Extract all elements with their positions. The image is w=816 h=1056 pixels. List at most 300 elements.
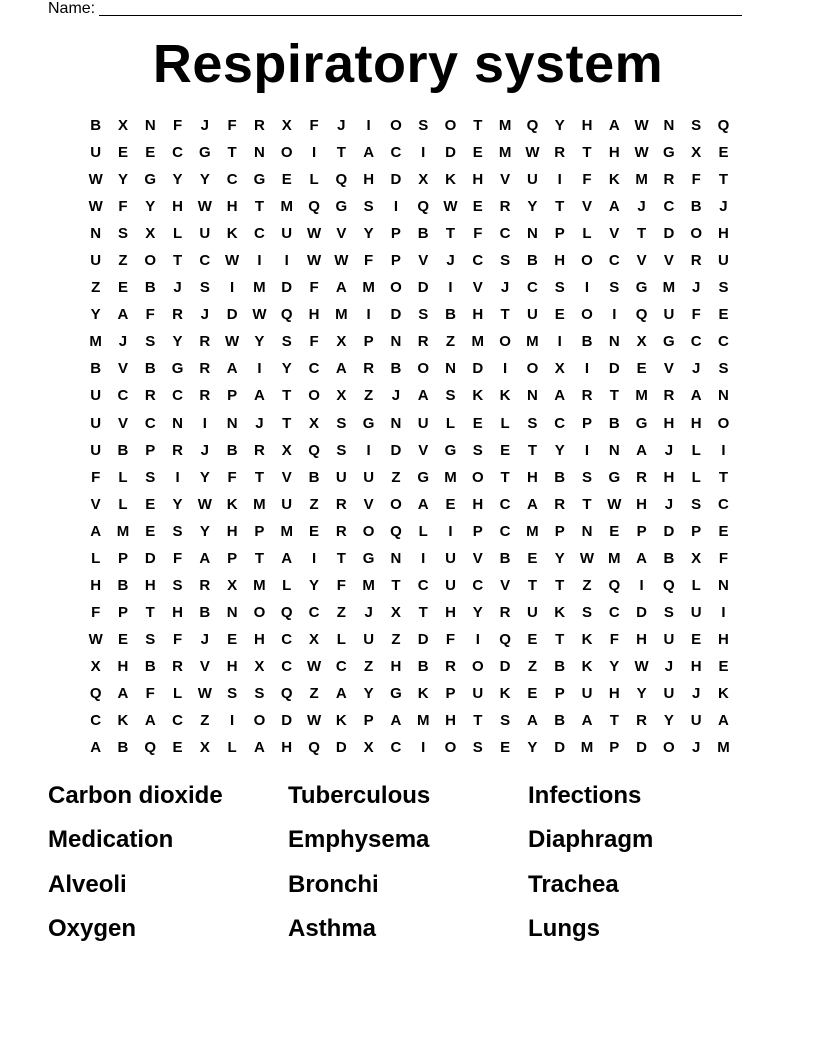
grid-letter: H <box>226 522 238 540</box>
grid-letter: X <box>309 414 320 432</box>
grid-letter: B <box>308 468 320 486</box>
grid-letter: T <box>555 198 565 216</box>
word-list-item: Emphysema <box>288 826 430 854</box>
grid-letter: Y <box>554 549 565 567</box>
grid-letter: T <box>336 144 346 162</box>
grid-letter: O <box>390 117 402 134</box>
grid-letter: B <box>199 603 211 621</box>
grid-letter: C <box>690 333 702 351</box>
grid-letter: P <box>636 522 647 540</box>
grid-letter: W <box>607 495 622 513</box>
grid-letter: J <box>692 739 701 757</box>
grid-letter: R <box>172 441 183 459</box>
grid-letter: P <box>609 739 620 757</box>
grid-letter: W <box>197 198 212 216</box>
grid-letter: J <box>692 684 701 702</box>
grid-letter: T <box>718 468 729 486</box>
grid-letter: V <box>472 279 483 297</box>
grid-letter: Z <box>118 252 128 270</box>
grid-letter: X <box>418 171 429 189</box>
grid-letter: Y <box>609 657 620 675</box>
grid-letter: N <box>390 549 402 567</box>
grid-letter: U <box>663 630 675 648</box>
grid-letter: U <box>90 441 102 459</box>
grid-letter: X <box>254 657 265 675</box>
grid-letter: H <box>172 198 183 216</box>
grid-letter: T <box>473 117 483 134</box>
grid-letter: K <box>499 684 511 702</box>
grid-letter: F <box>582 171 592 189</box>
grid-letter: Z <box>309 495 319 513</box>
grid-letter: C <box>172 712 183 730</box>
grid-letter: S <box>718 360 729 378</box>
grid-letter: K <box>581 657 593 675</box>
grid-letter: F <box>309 279 319 297</box>
grid-letter: U <box>90 414 102 432</box>
grid-letter: S <box>117 225 128 243</box>
grid-letter: B <box>144 360 156 378</box>
grid-letter: M <box>362 576 375 594</box>
grid-letter: W <box>579 549 595 567</box>
word-list-item: Carbon dioxide <box>48 782 223 809</box>
grid-letter: U <box>335 468 347 486</box>
grid-letter: N <box>581 522 593 540</box>
grid-letter: S <box>363 198 374 216</box>
grid-letter: P <box>363 333 374 351</box>
grid-letter: G <box>253 171 266 189</box>
grid-letter: A <box>636 549 647 567</box>
grid-letter: L <box>282 576 292 594</box>
grid-letter: O <box>280 144 293 162</box>
grid-letter: T <box>637 225 647 243</box>
grid-letter: Q <box>308 441 320 459</box>
grid-letter: T <box>527 441 537 459</box>
grid-letter: V <box>117 414 128 432</box>
grid-letter: T <box>172 252 183 270</box>
grid-letter: B <box>417 657 429 675</box>
grid-letter: T <box>500 468 510 486</box>
grid-letter: Y <box>281 360 292 378</box>
grid-letter: W <box>306 225 322 243</box>
grid-letter: D <box>663 225 675 243</box>
grid-letter: P <box>145 441 156 459</box>
grid-letter: S <box>145 630 156 648</box>
grid-letter: P <box>581 414 592 432</box>
grid-letter: C <box>281 630 293 648</box>
grid-letter: J <box>255 414 264 432</box>
grid-letter: J <box>500 279 510 297</box>
grid-letter: T <box>555 576 565 594</box>
grid-letter: D <box>390 171 402 189</box>
grid-letter: S <box>145 333 156 351</box>
grid-letter: Q <box>608 576 621 594</box>
grid-letter: K <box>117 712 129 730</box>
grid-letter: E <box>145 495 156 513</box>
grid-letter: D <box>390 441 402 459</box>
grid-letter: F <box>145 684 155 702</box>
grid-letter: I <box>584 441 590 459</box>
grid-letter: S <box>527 414 538 432</box>
grid-letter: U <box>90 387 102 405</box>
grid-letter: U <box>281 225 293 243</box>
grid-letter: Q <box>308 198 320 216</box>
grid-letter: H <box>445 712 456 730</box>
grid-letter: H <box>636 495 647 513</box>
grid-letter: E <box>145 144 156 162</box>
grid-letter: W <box>443 198 458 216</box>
grid-letter: T <box>254 468 265 486</box>
grid-letter: R <box>417 333 429 351</box>
grid-letter: C <box>663 198 675 216</box>
grid-letter: J <box>692 360 701 378</box>
grid-letter: V <box>199 657 210 675</box>
grid-letter: O <box>417 360 430 378</box>
grid-letter: P <box>254 522 265 540</box>
word-list-item: Lungs <box>528 914 600 942</box>
grid-letter: Z <box>91 279 101 297</box>
grid-letter: M <box>580 739 594 757</box>
grid-letter: F <box>445 630 456 648</box>
grid-letter: E <box>472 414 483 432</box>
grid-letter: F <box>364 252 374 270</box>
grid-letter: B <box>117 739 129 757</box>
grid-letter: A <box>199 549 211 567</box>
grid-letter: N <box>254 144 265 162</box>
grid-letter: W <box>252 306 267 324</box>
grid-letter: I <box>366 306 371 324</box>
grid-letter: H <box>308 306 320 324</box>
word-list <box>48 778 768 955</box>
grid-letter: M <box>253 576 266 594</box>
grid-letter: D <box>281 712 293 730</box>
grid-letter: B <box>608 414 620 432</box>
grid-letter: T <box>282 414 292 432</box>
grid-letter: S <box>445 387 456 405</box>
grid-letter: B <box>554 712 566 730</box>
grid-letter: T <box>609 712 619 730</box>
grid-letter: F <box>227 117 237 134</box>
grid-letter: Z <box>391 468 401 486</box>
grid-letter: I <box>366 117 371 134</box>
grid-letter: W <box>197 495 212 513</box>
grid-letter: I <box>421 549 426 567</box>
grid-letter: B <box>581 333 593 351</box>
grid-letter: C <box>718 495 729 513</box>
grid-letter: E <box>718 657 729 675</box>
grid-letter: E <box>445 495 456 513</box>
grid-letter: Y <box>636 684 647 702</box>
grid-letter: O <box>390 495 402 513</box>
grid-letter: V <box>418 441 429 459</box>
grid-letter: A <box>254 739 265 757</box>
grid-letter: A <box>390 712 402 730</box>
grid-letter: L <box>118 468 128 486</box>
grid-letter: R <box>254 441 265 459</box>
grid-letter: V <box>609 225 620 243</box>
grid-letter: A <box>226 360 238 378</box>
grid-letter: P <box>554 684 565 702</box>
grid-letter: C <box>281 657 293 675</box>
grid-letter: S <box>500 712 511 730</box>
grid-letter: D <box>636 603 647 621</box>
grid-letter: K <box>581 630 593 648</box>
grid-letter: G <box>417 468 430 486</box>
grid-letter: M <box>253 495 266 513</box>
grid-letter: I <box>557 333 562 351</box>
grid-letter: R <box>172 657 183 675</box>
grid-letter: O <box>144 252 157 270</box>
grid-letter: P <box>363 712 374 730</box>
grid-letter: L <box>691 576 701 594</box>
grid-letter: F <box>172 630 183 648</box>
grid-letter: Z <box>336 603 346 621</box>
grid-letter: D <box>499 657 511 675</box>
grid-letter: M <box>526 522 539 540</box>
grid-letter: V <box>90 495 101 513</box>
grid-letter: E <box>500 441 511 459</box>
grid-letter: D <box>417 279 429 297</box>
grid-letter: Y <box>90 306 101 324</box>
grid-letter: S <box>609 279 620 297</box>
grid-letter: C <box>172 387 183 405</box>
page-title: Respiratory system <box>152 34 664 94</box>
grid-letter: C <box>90 712 102 730</box>
grid-letter: Y <box>254 333 265 351</box>
name-label: Name: <box>48 0 96 17</box>
grid-letter: S <box>336 441 347 459</box>
word-list-item: Trachea <box>528 870 619 898</box>
letter-grid <box>82 112 738 761</box>
grid-letter: K <box>226 225 238 243</box>
grid-letter: I <box>230 712 235 730</box>
grid-letter: H <box>226 657 238 675</box>
grid-letter: A <box>335 279 347 297</box>
grid-letter: N <box>144 117 156 134</box>
grid-letter: R <box>445 657 456 675</box>
grid-letter: A <box>690 387 702 405</box>
grid-letter: H <box>445 603 456 621</box>
grid-letter: O <box>690 225 703 243</box>
grid-letter: P <box>227 387 238 405</box>
grid-letter: V <box>281 468 292 486</box>
grid-letter: B <box>117 441 129 459</box>
grid-letter: M <box>444 468 457 486</box>
grid-letter: N <box>90 225 102 243</box>
grid-letter: P <box>390 225 401 243</box>
grid-letter: T <box>609 387 619 405</box>
grid-letter: V <box>663 252 674 270</box>
grid-letter: F <box>691 306 701 324</box>
grid-letter: T <box>527 576 537 594</box>
grid-letter: R <box>335 495 347 513</box>
grid-letter: U <box>663 684 675 702</box>
grid-letter: U <box>363 468 375 486</box>
grid-letter: M <box>416 712 430 730</box>
grid-letter: S <box>472 739 483 757</box>
grid-letter: Y <box>199 522 210 540</box>
grid-letter: R <box>199 387 211 405</box>
grid-letter: W <box>88 630 103 648</box>
grid-letter: A <box>608 117 620 134</box>
grid-letter: T <box>145 603 155 621</box>
grid-letter: Y <box>663 712 674 730</box>
grid-letter: H <box>608 144 620 162</box>
grid-letter: K <box>445 171 456 189</box>
grid-letter: B <box>90 117 102 134</box>
grid-letter: D <box>417 630 429 648</box>
grid-letter: H <box>690 657 702 675</box>
grid-letter: J <box>637 198 646 216</box>
grid-letter: S <box>172 522 183 540</box>
grid-letter: I <box>421 144 426 162</box>
grid-letter: Y <box>363 684 374 702</box>
grid-letter: B <box>445 306 456 324</box>
grid-letter: M <box>608 549 621 567</box>
grid-letter: A <box>117 306 129 324</box>
grid-letter: S <box>718 279 729 297</box>
grid-letter: J <box>664 657 674 675</box>
grid-letter: Q <box>335 171 348 189</box>
grid-letter: T <box>336 549 346 567</box>
grid-letter: C <box>254 225 265 243</box>
grid-letter: C <box>499 522 511 540</box>
grid-letter: D <box>390 306 402 324</box>
grid-letter: A <box>417 387 429 405</box>
grid-letter: E <box>172 739 183 757</box>
grid-letter: C <box>526 279 538 297</box>
grid-letter: O <box>253 603 266 621</box>
grid-letter: F <box>145 306 155 324</box>
grid-letter: F <box>227 468 237 486</box>
grid-letter: N <box>390 333 402 351</box>
grid-letter: I <box>475 630 480 648</box>
grid-letter: S <box>554 279 565 297</box>
grid-letter: Y <box>199 468 210 486</box>
grid-letter: J <box>692 279 701 297</box>
grid-letter: A <box>554 387 566 405</box>
grid-letter: D <box>636 739 647 757</box>
grid-letter: F <box>609 630 619 648</box>
grid-letter: O <box>526 360 539 378</box>
grid-letter: C <box>608 603 620 621</box>
grid-letter: F <box>172 549 183 567</box>
grid-letter: D <box>445 144 456 162</box>
grid-letter: P <box>554 522 565 540</box>
grid-letter: G <box>635 279 648 297</box>
grid-letter: K <box>226 495 238 513</box>
grid-letter: C <box>308 603 320 621</box>
grid-letter: J <box>200 117 209 134</box>
grid-letter: Z <box>200 712 210 730</box>
grid-letter: S <box>199 279 210 297</box>
grid-letter: W <box>88 198 103 216</box>
grid-letter: X <box>363 739 374 757</box>
grid-letter: B <box>690 198 702 216</box>
grid-letter: X <box>636 333 647 351</box>
grid-letter: S <box>145 468 156 486</box>
grid-letter: G <box>362 549 375 567</box>
grid-letter: H <box>472 495 484 513</box>
grid-letter: H <box>663 468 675 486</box>
grid-letter: A <box>718 712 729 730</box>
grid-letter: T <box>473 712 483 730</box>
grid-letter: K <box>554 603 566 621</box>
grid-letter: W <box>88 171 103 189</box>
grid-letter: V <box>336 225 347 243</box>
grid-letter: Y <box>172 171 183 189</box>
grid-letter: S <box>581 603 592 621</box>
grid-letter: K <box>472 387 484 405</box>
grid-letter: H <box>554 252 566 270</box>
grid-letter: Q <box>499 630 511 648</box>
grid-letter: I <box>639 576 644 594</box>
grid-letter: O <box>581 306 593 324</box>
grid-letter: O <box>444 117 457 134</box>
grid-letter: Z <box>391 630 401 648</box>
grid-letter: S <box>500 252 511 270</box>
grid-letter: T <box>445 225 456 243</box>
grid-letter: I <box>175 468 180 486</box>
grid-letter: E <box>691 630 702 648</box>
grid-letter: N <box>226 414 238 432</box>
grid-letter: F <box>91 468 101 486</box>
grid-letter: X <box>281 117 292 134</box>
grid-letter: U <box>663 306 675 324</box>
grid-letter: R <box>144 387 156 405</box>
grid-letter: S <box>172 576 183 594</box>
grid-letter: B <box>144 657 156 675</box>
grid-letter: R <box>363 360 375 378</box>
grid-letter: W <box>225 333 240 351</box>
grid-letter: X <box>145 225 156 243</box>
word-list-item: Bronchi <box>288 870 379 898</box>
grid-letter: W <box>634 144 649 162</box>
grid-letter: G <box>635 414 648 432</box>
grid-letter: D <box>663 522 675 540</box>
grid-letter: I <box>284 252 289 270</box>
grid-letter: O <box>308 387 320 405</box>
grid-letter: A <box>144 712 156 730</box>
grid-letter: P <box>390 252 401 270</box>
grid-letter: I <box>584 360 590 378</box>
grid-letter: R <box>581 387 593 405</box>
grid-letter: P <box>227 549 238 567</box>
grid-letter: R <box>172 306 183 324</box>
grid-letter: H <box>581 117 593 134</box>
grid-letter: C <box>226 171 238 189</box>
grid-letter: C <box>199 252 211 270</box>
grid-letter: U <box>90 252 102 270</box>
grid-letter: Q <box>280 306 293 324</box>
grid-letter: X <box>227 576 238 594</box>
grid-letter: B <box>417 225 429 243</box>
grid-letter: B <box>526 252 538 270</box>
name-underline <box>99 0 742 16</box>
grid-letter: S <box>336 414 347 432</box>
grid-letter: T <box>582 144 592 162</box>
grid-letter: T <box>500 306 510 324</box>
grid-letter: I <box>257 360 262 378</box>
grid-letter: J <box>364 603 373 621</box>
grid-letter: M <box>89 333 102 351</box>
grid-letter: J <box>200 441 209 459</box>
grid-letter: C <box>144 414 156 432</box>
grid-letter: W <box>525 144 540 162</box>
grid-letter: I <box>202 414 207 432</box>
grid-letter: T <box>582 495 592 513</box>
grid-letter: L <box>445 414 456 432</box>
grid-letter: W <box>306 657 322 675</box>
